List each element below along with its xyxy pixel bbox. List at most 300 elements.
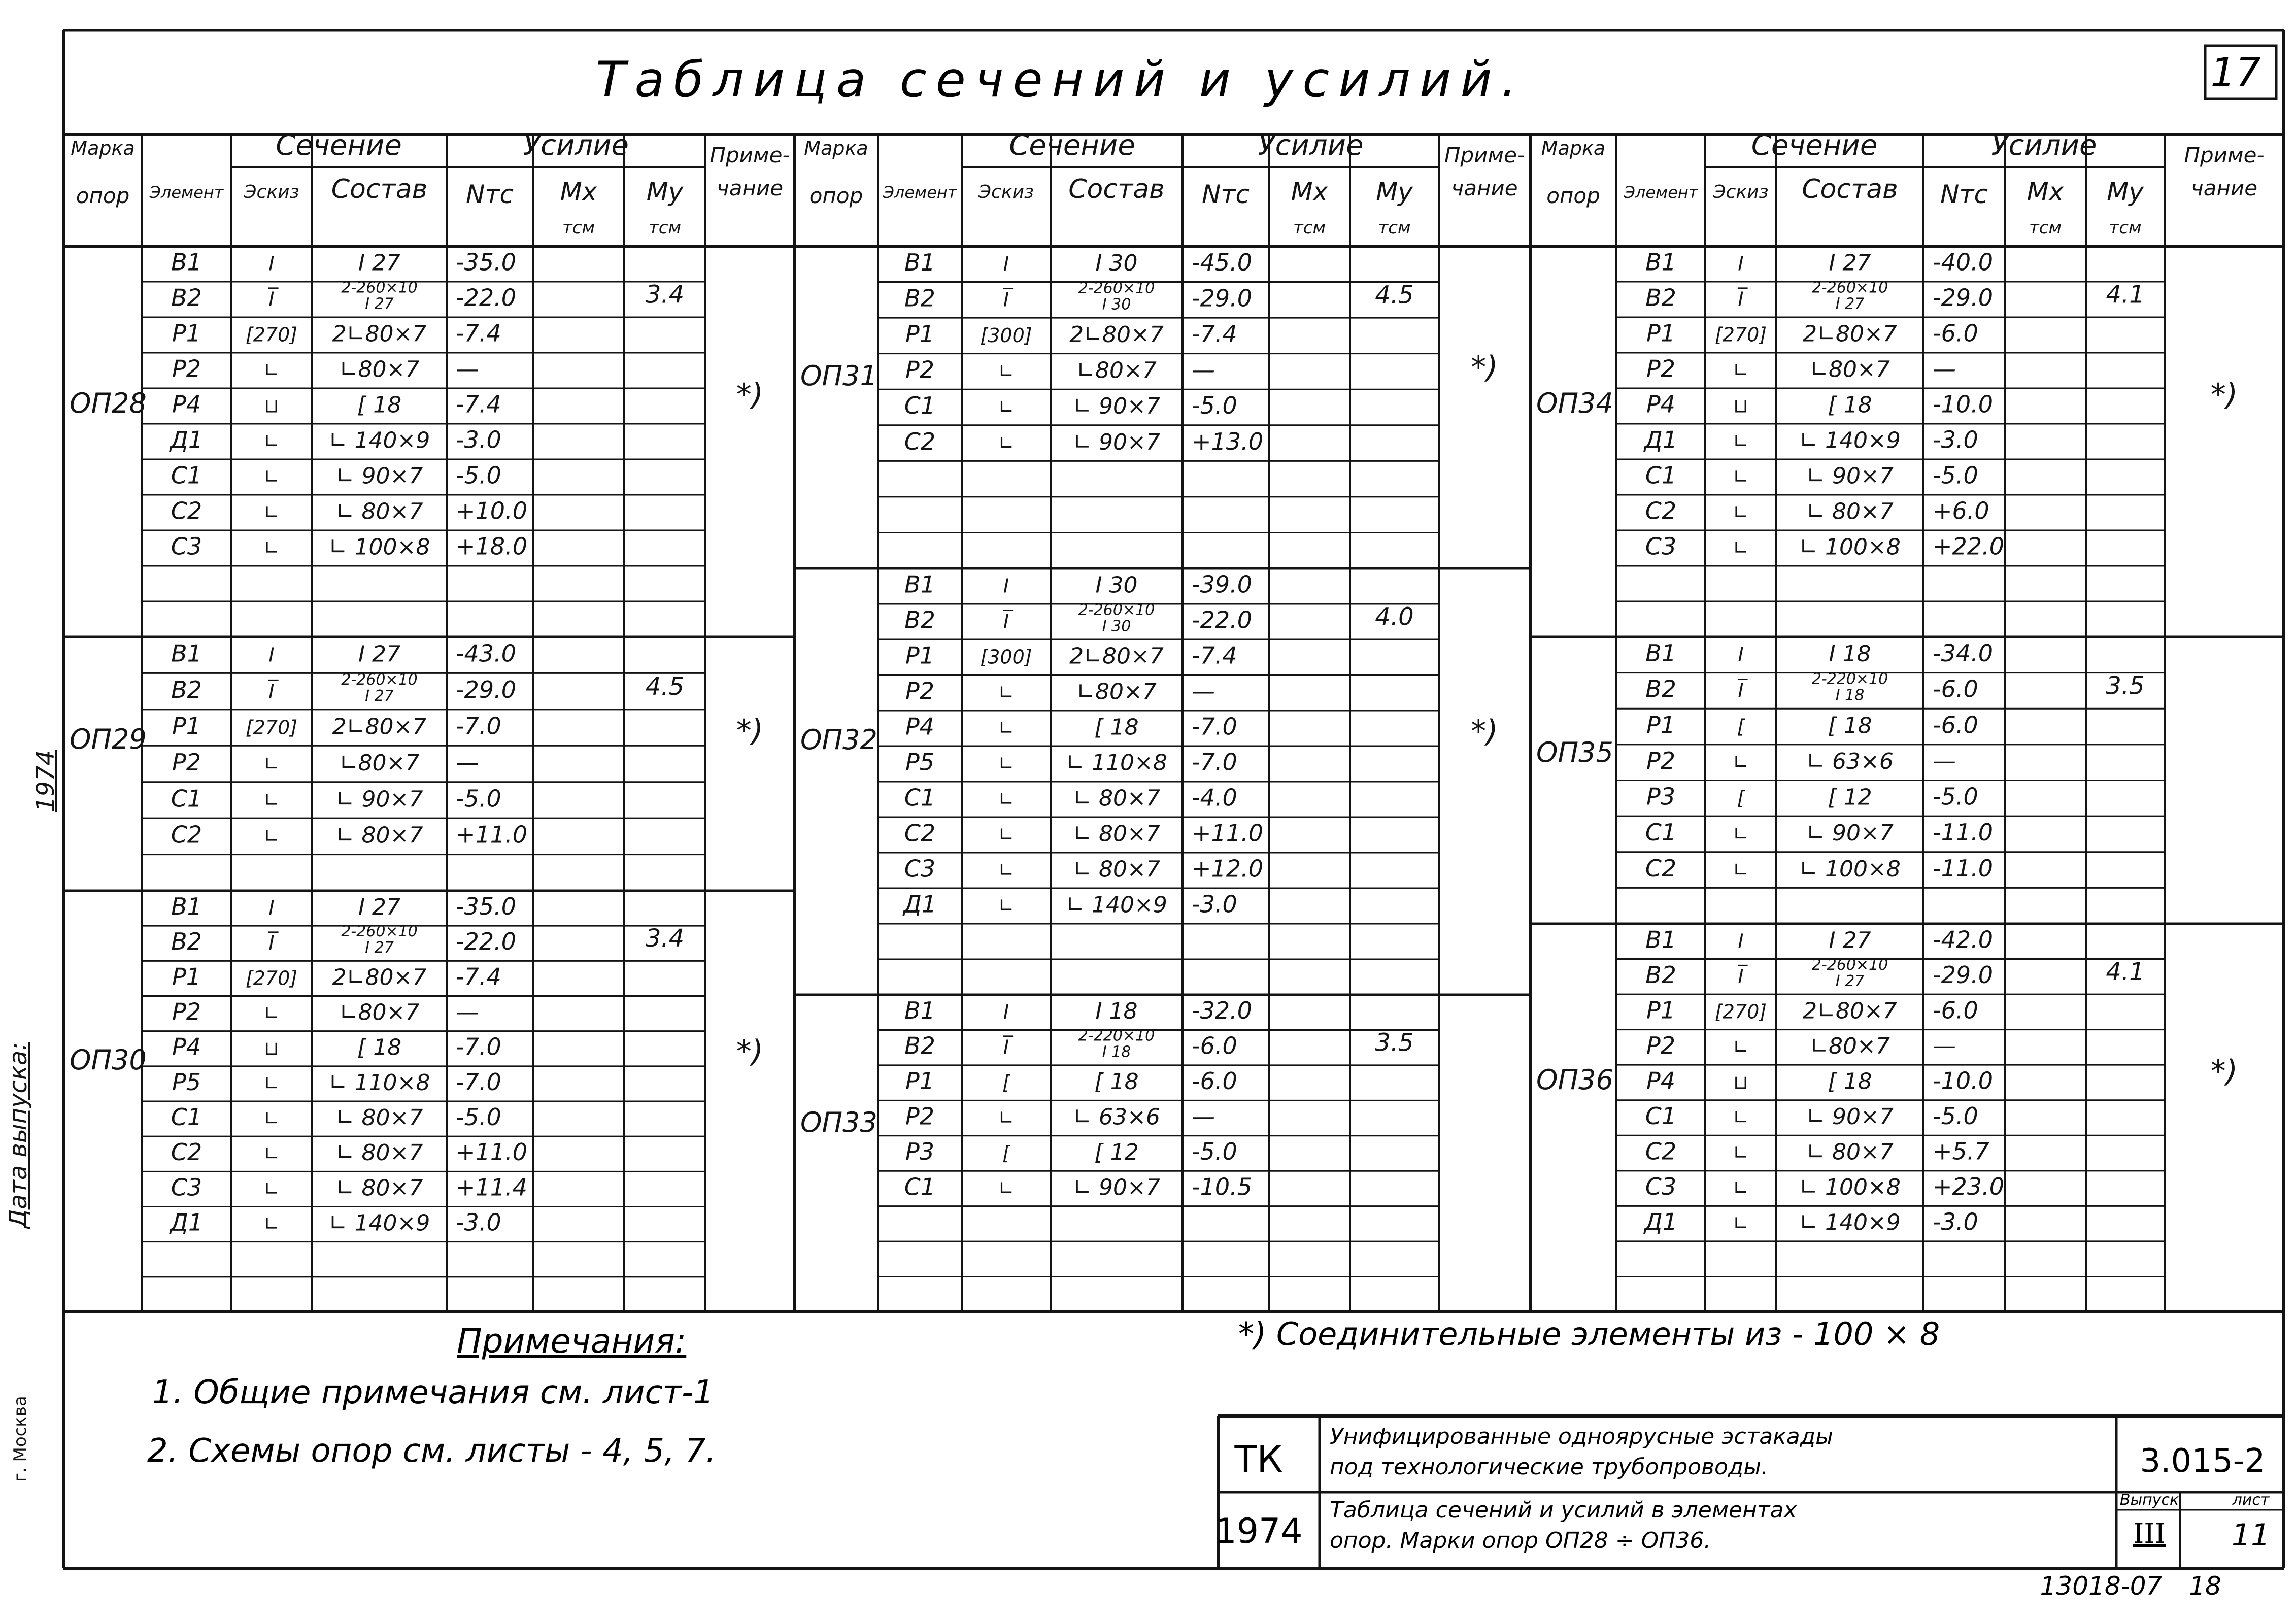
cell-composition: ∟ 80×7 [1073,856,1160,883]
cell-composition: ∟ 63×6 [1073,1104,1160,1130]
opora-label: ОП36 [1536,1064,1613,1096]
cell-element: Р2 [172,355,201,383]
cell-element: Р5 [905,748,935,776]
cell-ntc: -6.0 [1933,996,1978,1024]
header-sostav: Состав [1068,174,1165,205]
cell-ntc: -3.0 [456,426,501,454]
cell-composition: 2∟80×7 [1069,643,1164,669]
cell-ntc: -10.0 [1933,1067,1994,1095]
cell-sketch: ∟ [998,1177,1015,1200]
header-my-unit: тсм [648,218,682,238]
cell-composition: I 27 [1835,972,1865,990]
cell-element: Р2 [905,677,935,705]
cell-composition: ∟ 90×7 [1073,393,1160,420]
header-note: чание [2190,176,2258,200]
cell-sketch: ∟ [263,752,280,775]
cell-ntc: — [456,355,479,383]
cell-element: С1 [1645,461,1677,489]
cell-element: С1 [1645,1102,1677,1130]
header-opor: опор [1546,183,1600,208]
bottom-ref: 13018-07 [2040,1571,2163,1601]
cell-composition: I 27 [1829,250,1871,276]
cell-sketch: I̅ [1738,288,1744,311]
cell-composition: I 18 [1835,686,1865,704]
cell-composition: ∟ 140×9 [1799,1209,1901,1236]
cell-composition: I 27 [1835,295,1865,313]
cell-my: 3.5 [2106,671,2145,700]
header-sostav: Состав [1802,174,1898,205]
cell-sketch: ∟ [1733,858,1749,881]
cell-ntc: -42.0 [1933,926,1994,954]
cell-composition: 2-260×10 [1811,279,1888,297]
cell-composition: ∟ 80×7 [335,498,423,525]
cell-my: 4.0 [1375,602,1414,631]
header-element: Элемент [1624,183,1698,202]
cell-composition: [ 18 [357,1034,402,1061]
table-headers [71,129,2264,238]
cell-composition: ∟ 80×7 [1073,785,1160,812]
cell-composition: ∟ 90×7 [1806,463,1894,489]
cell-composition: [ 18 [1828,1068,1872,1095]
cell-composition: I 27 [365,687,394,705]
cell-element: С1 [171,785,202,813]
cell-composition: ∟ 100×8 [1799,1174,1901,1201]
left-margin [0,660,60,1345]
title-block-list-label: лист [2232,1491,2270,1509]
cell-sketch: ∟ [263,1177,280,1200]
table-body [70,249,2238,1236]
header-mx: Мx [1291,177,1328,207]
header-sechenie: Сечение [1751,129,1878,162]
cell-sketch: ∟ [263,465,280,488]
title-block [1214,1424,2270,1554]
cell-element: В1 [171,893,202,921]
title-block-desc: под технологические трубопроводы. [1330,1454,1769,1480]
cell-sketch: ∟ [263,430,280,453]
cell-composition: I 27 [365,939,394,957]
cell-composition: 2∟80×7 [1803,998,1897,1024]
cell-sketch: I̅ [268,288,275,311]
cell-sketch: ∟ [998,788,1015,811]
title-block-desc: Унифицированные одноярусные эстакады [1330,1424,1833,1449]
margin-date-value: 1974 [31,750,60,812]
cell-composition: ∟ 100×8 [1799,856,1901,882]
cell-ntc: — [1933,1031,1956,1059]
cell-composition: ∟80×7 [339,999,420,1026]
cell-composition: ∟ 80×7 [1073,821,1160,847]
cell-ntc: -6.0 [1933,711,1978,739]
cell-composition: I 30 [1102,617,1131,635]
cell-element: Р2 [905,356,935,384]
cell-element: Р2 [1646,355,1676,383]
note-mark: *) [736,1034,764,1069]
title-block-vypusk-label: Выпуск [2119,1491,2179,1509]
cell-ntc: -29.0 [1933,961,1994,989]
cell-composition: 2-260×10 [1811,956,1888,974]
cell-ntc: -3.0 [1933,426,1978,454]
cell-composition: [ 18 [1828,713,1872,739]
cell-composition: ∟ 80×7 [1806,1139,1894,1165]
cell-ntc: -43.0 [456,639,517,667]
cell-ntc: -5.0 [1933,461,1978,489]
note-mark: *) [736,713,764,749]
notes-heading: Примечания: [457,1322,687,1361]
cell-sketch: I̅ [268,680,275,702]
cell-element: Р1 [905,642,935,669]
cell-element: В2 [1645,675,1676,703]
cell-sketch: [270] [1714,1000,1767,1023]
cell-sketch: ∟ [1733,501,1749,524]
cell-composition: I 30 [1095,250,1138,276]
cell-sketch: ∟ [263,501,280,524]
cell-sketch: ∟ [263,825,280,848]
cell-ntc: -7.4 [1192,642,1237,669]
cell-ntc: -35.0 [456,893,517,921]
cell-ntc: — [1933,355,1956,383]
cell-sketch: ∟ [1733,1177,1749,1200]
cell-sketch: [300] [980,646,1032,668]
cell-ntc: +22.0 [1933,532,2004,560]
header-opor: опор [809,183,863,208]
cell-sketch: [270] [245,716,298,739]
header-my: Мy [1376,177,1413,207]
opora-label: ОП29 [70,723,147,755]
cell-ntc: -5.0 [456,1103,501,1131]
note-mark: *) [1471,350,1498,385]
cell-element: В2 [904,284,935,312]
cell-composition: 2-220×10 [1811,670,1888,688]
cell-ntc: -34.0 [1933,639,1994,667]
cell-element: В1 [171,248,202,276]
cell-sketch: ⊔ [264,394,279,417]
cell-ntc: — [456,748,479,776]
cell-composition: 2-260×10 [341,923,418,941]
cell-my: 3.5 [1375,1028,1414,1057]
cell-element: С3 [904,855,936,883]
cell-sketch: [270] [245,967,298,990]
opora-label: ОП32 [800,724,877,756]
margin-date-label: Дата выпуска: [4,1042,32,1228]
cell-ntc: -6.0 [1933,675,1978,703]
cell-element: С2 [171,821,202,849]
cell-composition: ∟80×7 [1076,357,1157,384]
cell-sketch: ∟ [1733,751,1749,773]
cell-composition: 2∟80×7 [332,321,427,347]
cell-element: С1 [904,784,936,812]
cell-sketch: I [1738,930,1744,953]
cell-sketch: I [1003,575,1009,597]
cell-sketch: ∟ [263,536,280,559]
cell-element: Р2 [172,998,201,1026]
cell-element: В2 [171,928,202,956]
cell-ntc: -7.4 [456,319,501,347]
cell-ntc: +12.0 [1192,855,1263,883]
cell-element: В1 [1645,248,1676,276]
cell-sketch: ∟ [263,359,280,382]
cell-composition: I 18 [1102,1043,1131,1061]
cell-element: С1 [904,1173,936,1201]
cell-element: Р1 [905,1067,935,1095]
cell-my: 4.1 [2106,957,2145,986]
cell-sketch: I̅ [1738,679,1744,702]
header-eskiz: Эскиз [1713,182,1769,203]
note-item: 1. Общие примечания см. лист-1 [152,1374,714,1411]
opora-label: ОП34 [1536,387,1613,419]
cell-element: С2 [171,1138,202,1166]
cell-element: С1 [1645,819,1677,847]
cell-sketch: ∟ [998,681,1015,704]
cell-ntc: -22.0 [1192,606,1253,634]
cell-composition: 2∟80×7 [1069,322,1164,348]
cell-element: Д1 [170,426,204,454]
cell-composition: ∟80×7 [1076,679,1157,705]
cell-element: В2 [1645,284,1676,312]
cell-element: С3 [1645,532,1677,560]
header-ntc: Nтс [465,180,514,209]
cell-sketch: ∟ [1733,1035,1749,1058]
title-block-vypusk-value: III [2133,1517,2166,1549]
cell-ntc: — [1192,356,1215,384]
cell-sketch: I [268,252,275,275]
cell-my: 4.5 [645,672,685,701]
opora-label: ОП31 [800,360,877,392]
cell-ntc: -7.4 [1192,320,1237,348]
cell-composition: I 30 [1095,572,1138,598]
cell-element: С3 [171,532,202,560]
cell-ntc: +23.0 [1933,1173,2004,1201]
cell-composition: I 27 [358,894,400,921]
header-sostav: Состав [331,174,428,205]
cell-sketch: ∟ [1733,1106,1749,1129]
cell-element: Д1 [1644,426,1678,454]
opora-label: ОП35 [1536,736,1613,768]
note-mark: *) [2210,377,2238,413]
cell-composition: ∟ 90×7 [1073,429,1160,455]
cell-composition: ∟80×7 [339,750,420,776]
cell-composition: I 18 [1095,998,1138,1025]
cell-sketch: I [268,644,275,666]
cell-ntc: -3.0 [456,1208,501,1236]
cell-ntc: -22.0 [456,284,517,312]
cell-element: Р1 [172,319,201,347]
note-mark: *) [2210,1054,2238,1089]
cell-element: Р2 [1646,1031,1676,1059]
title-block-code: 3.015-2 [2140,1442,2266,1480]
cell-ntc: +5.7 [1933,1137,1989,1165]
cell-sketch: ∟ [998,859,1015,882]
note-mark: *) [736,377,764,413]
header-note: Приме- [710,143,790,167]
cell-sketch: [270] [1714,323,1767,346]
cell-ntc: -4.0 [1192,784,1237,812]
header-my: Мy [2107,177,2144,207]
header-usilie: Усилие [523,129,629,162]
cell-element: Р3 [1646,783,1676,811]
cell-sketch: ∟ [263,1002,280,1025]
header-mx-unit: тсм [1293,218,1326,238]
cell-sketch: ∟ [998,431,1015,454]
cell-element: В2 [904,1032,935,1060]
cell-element: С3 [171,1173,202,1201]
cell-ntc: -7.0 [456,1068,501,1096]
cell-sketch: ∟ [263,1072,280,1095]
cell-element: Р1 [905,320,935,348]
cell-sketch: ∟ [1733,823,1749,846]
cell-element: Р4 [172,390,201,418]
cell-ntc: -45.0 [1192,248,1253,276]
cell-sketch: I [1003,1001,1009,1024]
header-marka: Марка [1541,137,1606,159]
cell-element: Р1 [172,712,201,740]
cell-ntc: -11.0 [1933,854,1994,882]
cell-composition: 2-260×10 [1078,601,1155,619]
margin-stamp [0,1320,56,1502]
cell-composition: ∟ 90×7 [1806,820,1894,847]
cell-composition: ∟ 90×7 [335,786,423,813]
cell-ntc: +18.0 [456,532,527,560]
cell-sketch: I [1003,252,1009,275]
cell-composition: 2∟80×7 [1803,321,1897,347]
header-sechenie: Сечение [276,129,402,162]
cell-element: Р4 [905,713,935,740]
cell-ntc: +11.0 [456,821,527,849]
cell-composition: ∟ 140×9 [1799,427,1901,454]
cell-composition: I 18 [1829,641,1871,667]
cell-composition: ∟80×7 [1810,1033,1890,1059]
cell-my: 4.1 [2106,280,2145,309]
cell-ntc: -7.4 [456,390,501,418]
cell-composition: ∟80×7 [339,356,420,383]
header-usilie: Усилие [1991,129,2097,162]
cell-ntc: -39.0 [1192,570,1253,598]
header-note: Приме- [1444,143,1525,167]
cell-composition: ∟ 63×6 [1806,748,1894,774]
footnote: *) Соединительные элементы из - 100 × 8 [1238,1316,1940,1353]
cell-composition: 2-260×10 [1078,279,1155,297]
cell-composition: ∟ 80×7 [335,1105,423,1131]
cell-composition: ∟80×7 [1810,356,1890,383]
cell-element: Д1 [170,1208,204,1236]
cell-element: В2 [171,676,202,703]
cell-sketch: ∟ [263,789,280,812]
opora-label: ОП33 [800,1106,877,1138]
cell-sketch: ∟ [1733,430,1749,453]
cell-element: Р2 [1646,747,1676,774]
header-my-unit: тсм [2109,218,2142,238]
cell-element: Р1 [1646,996,1676,1024]
cell-element: Р1 [172,963,201,991]
title-block-year: 1974 [1214,1511,1303,1551]
opora-label: ОП28 [70,387,147,419]
cell-composition: ∟ 80×7 [335,1140,423,1166]
cell-sketch: I̅ [1003,1036,1009,1059]
margin-stamp-text: г. Москва [10,1396,30,1482]
table-title: Таблица сечений и усилий. [595,51,1526,108]
header-ntc: Nтс [1940,180,1988,209]
cell-ntc: +6.0 [1933,497,1989,525]
cell-element: С3 [1645,1173,1677,1201]
cell-composition: ∟ 100×8 [1799,534,1901,560]
cell-sketch: ∟ [1733,536,1749,559]
header-marka: Марка [71,137,135,159]
cell-sketch: [270] [245,323,298,346]
cell-sketch: [300] [980,324,1032,347]
cell-ntc: -3.0 [1192,890,1237,918]
cell-ntc: -7.0 [1192,713,1237,740]
header-my: Мy [646,177,684,207]
cell-ntc: -6.0 [1192,1032,1237,1060]
cell-composition: ∟ 80×7 [335,822,423,849]
cell-sketch: ⊔ [1733,1071,1748,1094]
cell-element: Р2 [905,1102,935,1130]
cell-composition: ∟ 80×7 [1806,498,1894,525]
cell-sketch: I̅ [1003,610,1009,633]
cell-ntc: — [1933,747,1956,774]
header-ntc: Nтс [1201,180,1250,209]
cell-sketch: I [268,897,275,920]
header-note: чание [1451,176,1518,200]
cell-sketch: I [1738,252,1744,275]
cell-composition: I 27 [1829,927,1871,954]
title-block-org: ТК [1234,1438,1283,1480]
cell-element: С1 [171,1103,202,1131]
cell-composition: I 30 [1102,295,1131,314]
cell-composition: ∟ 80×7 [335,1175,423,1201]
note-mark: *) [1471,714,1498,749]
cell-ntc: -6.0 [1192,1067,1237,1095]
cell-sketch: ∟ [263,1142,280,1165]
cell-composition: ∟ 140×9 [328,427,430,454]
cell-ntc: +13.0 [1192,427,1263,455]
cell-sketch: ∟ [998,717,1015,739]
cell-composition: I 27 [358,250,400,276]
cell-composition: I 27 [365,295,394,313]
header-mx-unit: тсм [562,218,595,238]
cell-ntc: -7.4 [456,963,501,991]
cell-element: В2 [1645,961,1676,989]
cell-ntc: -7.0 [1192,748,1237,776]
cell-element: Р4 [1646,1067,1676,1095]
cell-ntc: +11.0 [456,1138,527,1166]
cell-composition: ∟ 140×9 [328,1210,430,1236]
cell-ntc: +11.4 [456,1173,527,1201]
cell-ntc: — [1192,1102,1215,1130]
cell-sketch: I̅ [1003,288,1009,311]
cell-my: 3.4 [645,280,685,309]
title-block-desc: Таблица сечений и усилий в элементах [1330,1497,1797,1523]
cell-ntc: -5.0 [1192,392,1237,420]
header-opor: опор [76,183,130,208]
note-item: 2. Схемы опор см. листы - 4, 5, 7. [147,1432,716,1470]
cell-composition: [ 18 [357,392,402,418]
cell-ntc: -3.0 [1933,1208,1978,1236]
cell-element: Р1 [1646,319,1676,347]
header-eskiz: Эскиз [978,182,1034,203]
cell-sketch: ∟ [998,894,1015,917]
cell-sketch: [ [1737,787,1745,810]
cell-element: Р4 [1646,390,1676,418]
cell-element: Р5 [172,1068,201,1096]
cell-ntc: — [456,998,479,1026]
cell-ntc: -29.0 [456,676,517,703]
header-mx: Мx [560,177,597,207]
header-usilie: Усилие [1258,129,1364,162]
cell-ntc: -10.0 [1933,390,1994,418]
cell-element: В1 [1645,639,1676,667]
cell-element: В1 [1645,926,1676,954]
cell-composition: 2∟80×7 [332,964,427,991]
cell-composition: ∟ 90×7 [1073,1174,1160,1201]
